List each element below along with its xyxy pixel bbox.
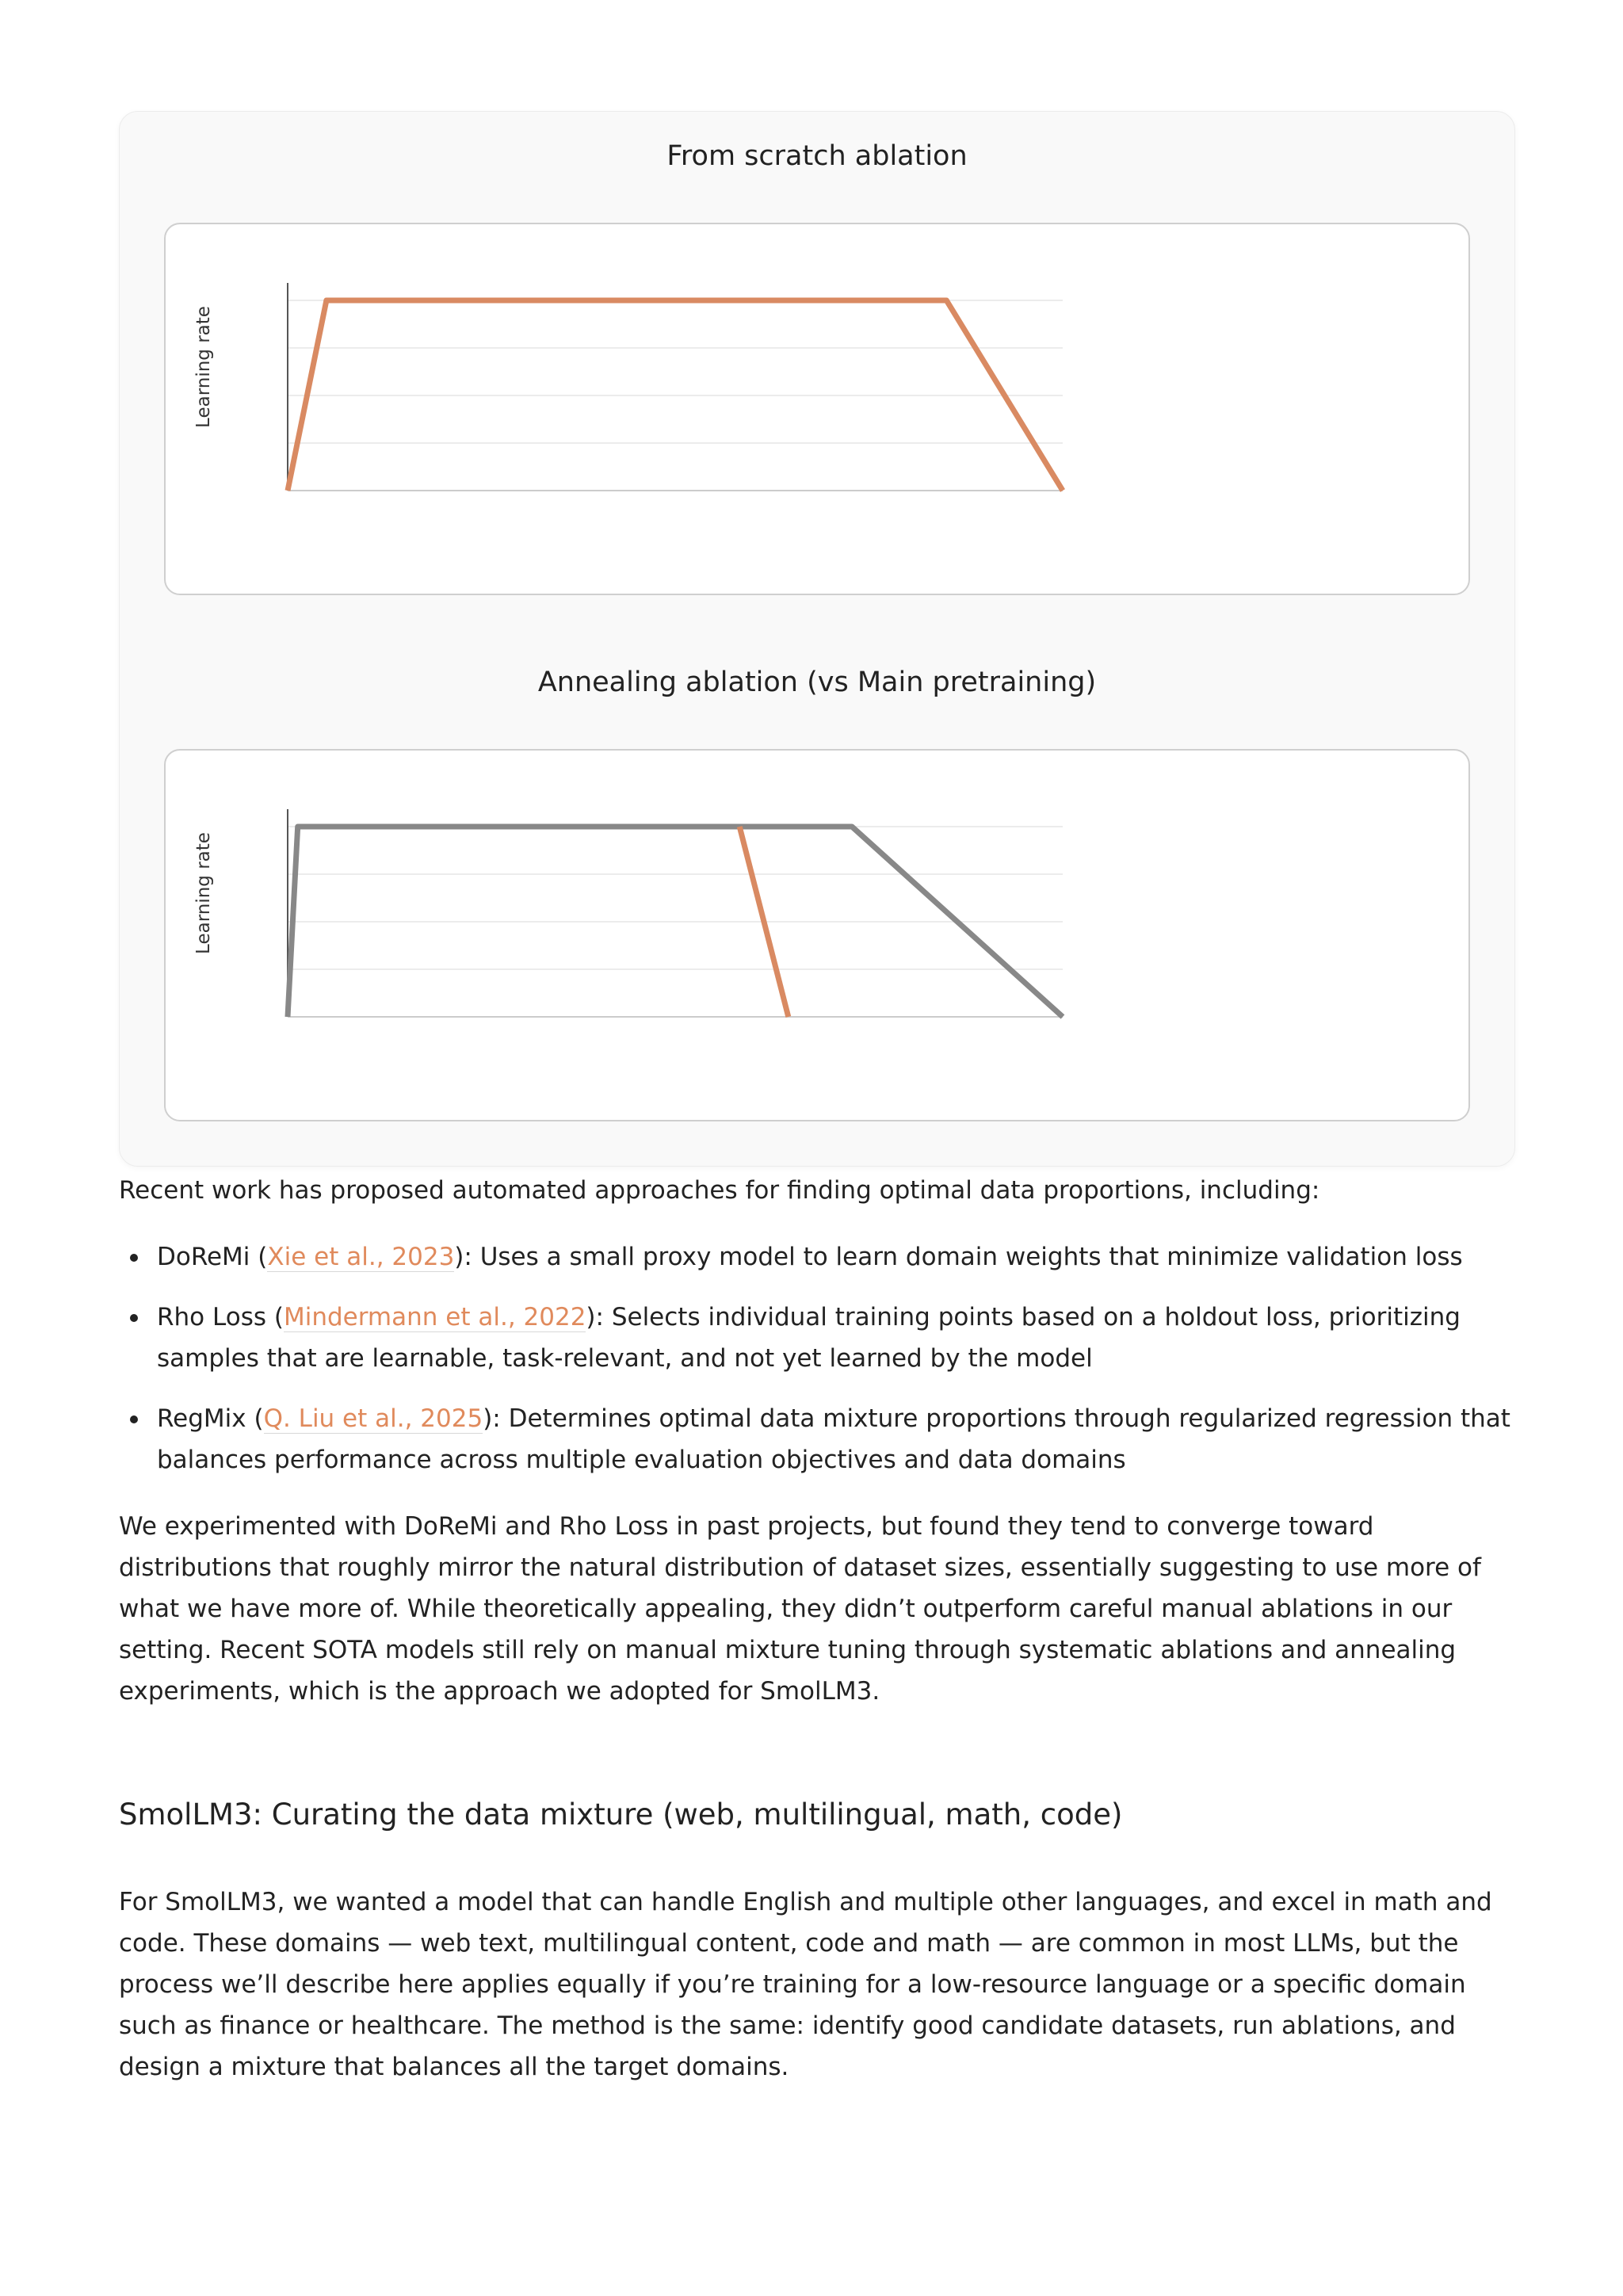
bullet-dot bbox=[130, 1314, 138, 1322]
method-list bbox=[119, 1236, 1522, 1480]
chart-title-from-scratch: From scratch ablation bbox=[666, 140, 968, 172]
chart-annealing bbox=[164, 749, 1470, 1121]
chart-from-scratch bbox=[164, 223, 1470, 595]
list-item-doremi: DoReMi (Xie et al., 2023): Uses a small proxy model to learn domain weights that minimize validation loss bbox=[119, 1236, 1522, 1278]
bullet-dot bbox=[130, 1415, 138, 1423]
section-heading: SmolLM3: Curating the data mixture (web, multilingual, math, code) bbox=[119, 1797, 1123, 1832]
citation-link-liu-2025[interactable]: Q. Liu et al., 2025 bbox=[263, 1404, 483, 1433]
list-item-regmix: RegMix (Q. Liu et al., 2025): Determines optimal data mixture proportions through regularized regression that balances performance across multiple evaluation objectives and data domains bbox=[119, 1398, 1522, 1480]
bullet-dot bbox=[130, 1254, 138, 1262]
body-paragraph-2: For SmolLM3, we wanted a model that can handle English and multiple other languages, and excel in math and code. These domains — web text, multilingual content, code and math — are common in most LLMs, but the process we’ll describe here applies equally if you’re training for a low-resource language or a specific domain such as finance or healthcare. The method is the same: identify good candidate datasets, run ablations, and design a mixture that balances all the target domains. bbox=[119, 1888, 1492, 2081]
chart-plot-annealing bbox=[166, 751, 1472, 1123]
citation-link-mindermann-2022[interactable]: Mindermann et al., 2022 bbox=[283, 1303, 586, 1331]
figure-card bbox=[119, 111, 1515, 1167]
chart-plot-from-scratch bbox=[166, 224, 1472, 597]
y-axis-label: Learning rate bbox=[193, 832, 215, 954]
chart-title-annealing: Annealing ablation (vs Main pretraining) bbox=[537, 667, 1097, 698]
citation-link-xie-2023[interactable]: Xie et al., 2023 bbox=[267, 1243, 455, 1271]
intro-paragraph: Recent work has proposed automated approaches for finding optimal data proportions, including: bbox=[119, 1176, 1320, 1205]
y-axis-label: Learning rate bbox=[193, 306, 215, 428]
body-paragraph-1: We experimented with DoReMi and Rho Loss in past projects, but found they tend to converge toward distributions that roughly mirror the natural distribution of dataset sizes, essentially suggesting to use more of what we have more of. While theoretically appealing, they didn’t outperform careful manual ablations in our setting. Recent SOTA models still rely on manual mixture tuning through systematic ablations and annealing experiments, which is the approach we adopted for SmolLM3. bbox=[119, 1512, 1481, 1706]
list-item-rho-loss: Rho Loss (Mindermann et al., 2022): Selects individual training points based on a holdout loss, prioritizing samples that are learnable, task-relevant, and not yet learned by the model bbox=[119, 1297, 1522, 1379]
